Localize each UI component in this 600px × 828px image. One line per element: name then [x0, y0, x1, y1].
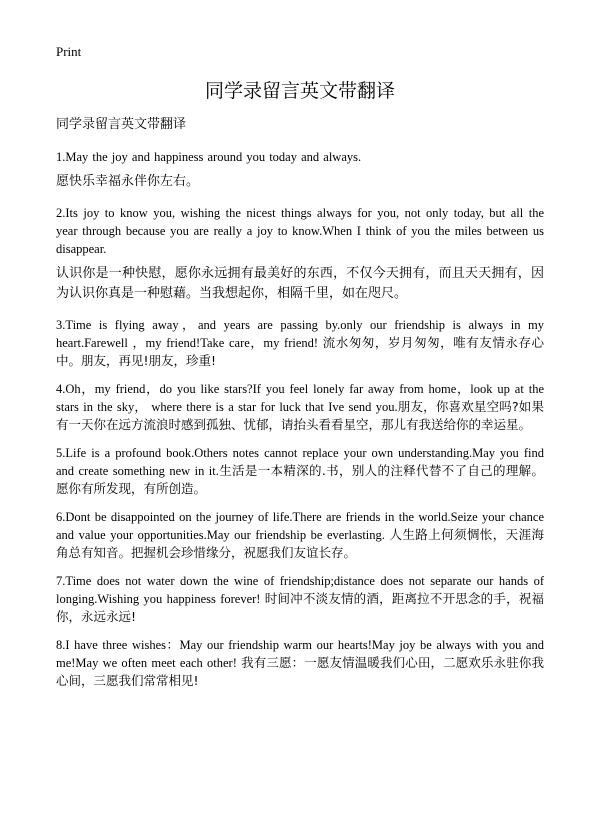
- entry-6-english: 6.Dont be disappointed on the journey of life.There are friends in the world.Seize your chance and value your opportunities.May our friendship be everlasting.: [56, 510, 544, 542]
- entry-2-chinese: 认识你是一种快慰，愿你永远拥有最美好的东西，不仅今天拥有，而且天天拥有，因为认识你真是一种慰藉。当我想起你，相隔千里，如在咫尺。: [56, 266, 544, 301]
- entry-6: [56, 508, 544, 562]
- entry-1: [56, 148, 544, 192]
- entry-5-english: 5.Life is a profound book.Others notes cannot replace your own understanding.May you find and create something new in it.: [56, 446, 544, 478]
- entry-4-text: [56, 380, 544, 434]
- entry-8: [56, 636, 544, 690]
- entry-3: [56, 316, 544, 370]
- entry-6-chinese: 人生路上何须惆怅，天涯海角总有知音。把握机会珍惜缘分，祝愿我们友谊长存。: [56, 527, 544, 560]
- entry-8-english: 8.I have three wishes：May our friendship warm our hearts!May joy be always with you and me!May we often meet each other!: [56, 638, 544, 670]
- entry-8-chinese: 我有三愿：一愿友情温暖我们心田，二愿欢乐永驻你我心间，三愿我们常常相见!: [56, 655, 544, 688]
- print-label[interactable]: Print: [56, 44, 82, 59]
- entry-5-text: [56, 444, 544, 498]
- entry-7: [56, 572, 544, 626]
- entry-4-english: 4.Oh，my friend，do you like stars?If you feel lonely far away from home，look up at the stars in the sky， where there is a star for luck that Ive send you.: [56, 382, 544, 414]
- entry-3-english: 3.Time is flying away，and years are passing by.only our friendship is always in my heart.Farewell ，my friend!Take care，my friend!: [56, 318, 544, 350]
- entry-4-chinese: 朋友，你喜欢星空吗?如果有一天你在远方流浪时感到孤独、忧郁，请抬头看看星空，那儿有我送给你的幸运星。: [56, 399, 544, 432]
- entry-6-text: [56, 508, 544, 562]
- entry-7-chinese: 时间冲不淡友情的酒，距离拉不开思念的手，祝福你，永远永远!: [56, 591, 544, 624]
- entry-3-chinese: 流水匆匆，岁月匆匆，唯有友情永存心中。朋友，再见!朋友，珍重!: [56, 335, 544, 368]
- entry-4: [56, 380, 544, 434]
- entry-2-english: 2.Its joy to know you, wishing the nicest things always for you, not only today, but all the year through because you are really a joy to know.When I think of you the miles between us disappear.: [56, 206, 544, 256]
- entry-5: [56, 444, 544, 498]
- entry-8-text: [56, 636, 544, 690]
- entry-7-english: 7.Time does not water down the wine of friendship;distance does not separate our hands of longing.Wishing you happiness forever!: [56, 574, 544, 606]
- entry-3-text: [56, 316, 544, 370]
- page-title: 同学录留言英文带翻译: [204, 80, 395, 102]
- entry-2: [56, 204, 544, 304]
- entry-5-chinese: 生活是一本精深的.书，别人的注释代替不了自己的理解。愿你有所发现，有所创造。: [56, 463, 544, 496]
- entry-1-english: 1.May the joy and happiness around you today and always.: [56, 150, 362, 164]
- entry-1-chinese: 愿快乐幸福永伴你左右。: [56, 174, 200, 189]
- doc-subtitle: 同学录留言英文带翻译: [56, 117, 187, 132]
- entry-7-text: [56, 572, 544, 626]
